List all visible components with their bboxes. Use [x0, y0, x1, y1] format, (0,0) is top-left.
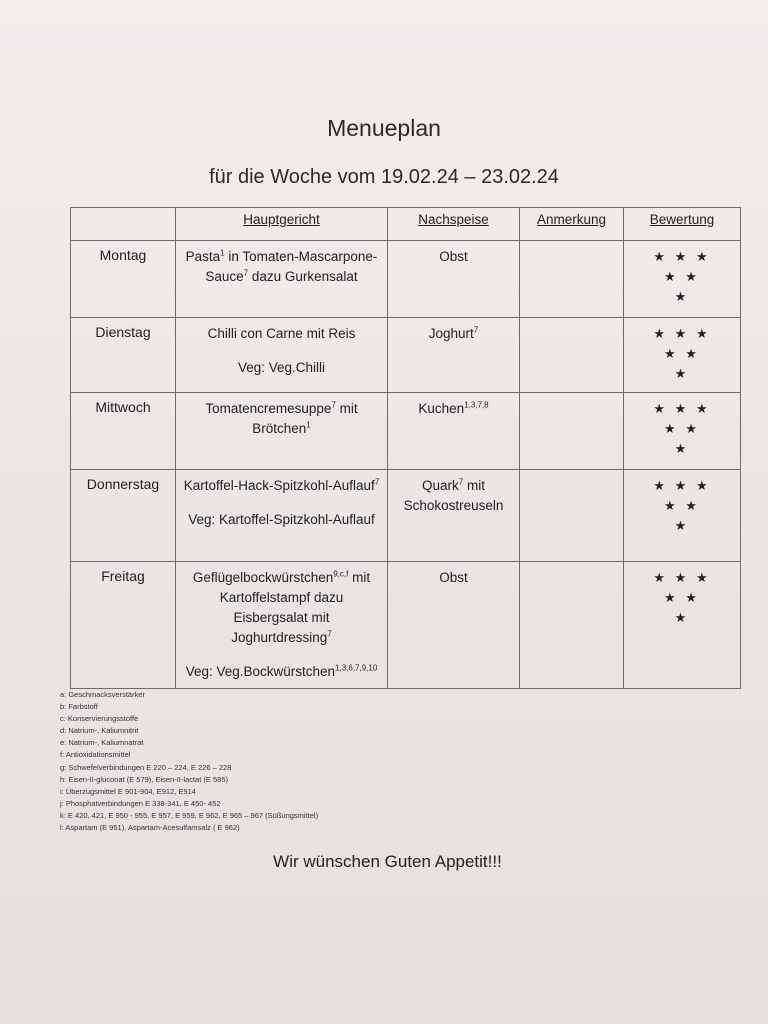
- note-cell: [520, 241, 624, 318]
- text-fragment: Tomatencremesuppe: [205, 401, 332, 416]
- main-dish-text: [182, 399, 381, 439]
- additives-legend: [60, 689, 318, 834]
- header-main-dish: Hauptgericht: [176, 208, 388, 241]
- main-dish-cell: [176, 562, 388, 689]
- dessert-cell: [388, 470, 520, 562]
- day-cell: Dienstag: [71, 318, 176, 393]
- footnote-ref: 7: [243, 268, 249, 278]
- day-cell: Donnerstag: [71, 470, 176, 562]
- day-cell: Freitag: [71, 562, 176, 689]
- menu-row: [71, 470, 741, 562]
- header-row: [71, 208, 741, 241]
- legend-item: d: Natrium-, Kaliumnitrit: [60, 726, 139, 736]
- rating-stars-icon[interactable]: ★ ★ ★: [653, 401, 711, 416]
- footnote-ref: 9,c,f: [333, 569, 349, 579]
- text-fragment: Pasta: [185, 249, 221, 264]
- main-dish-text: [182, 247, 381, 287]
- legend-item: g: Schwefelverbindungen E 220 – 224, E 226 – 228: [60, 762, 232, 772]
- main-dish-text: [182, 324, 381, 344]
- text-fragment: Kartoffel-Hack-Spitzkohl-Auflauf: [183, 478, 375, 493]
- legend-item: f: Antioxidationsmittel: [60, 750, 131, 760]
- text-fragment: mit Kartoffelstampf dazu Eisbergsalat mit Joghurtdressing: [219, 570, 371, 645]
- footnote-ref: 1: [306, 420, 311, 430]
- footnote-ref: 7: [458, 477, 464, 487]
- rating-stars-icon[interactable]: ★ ★ ★: [653, 249, 711, 264]
- main-dish-cell: [176, 241, 388, 318]
- text-fragment: Chilli con Carne mit Reis: [207, 326, 356, 341]
- day-cell: Mittwoch: [71, 393, 176, 470]
- menu-row: [71, 241, 741, 318]
- note-cell: [520, 562, 624, 689]
- main-dish-cell: [176, 318, 388, 393]
- note-cell: [520, 393, 624, 470]
- legend-item: c: Konservierungsstoffe: [60, 714, 139, 724]
- main-dish-cell: [176, 470, 388, 562]
- rating-stars-icon[interactable]: ★: [674, 610, 690, 625]
- rating-stars-icon[interactable]: ★ ★ ★: [653, 326, 711, 341]
- rating-stars-icon[interactable]: ★ ★: [664, 498, 700, 513]
- text-fragment: Veg: Veg.Chilli: [237, 360, 326, 375]
- header-rating: Bewertung: [624, 208, 741, 241]
- main-dish-text: [182, 568, 381, 648]
- day-cell: Montag: [71, 241, 176, 318]
- rating-stars-icon[interactable]: ★: [674, 518, 690, 533]
- text-fragment: Geflügelbockwürstchen: [192, 570, 334, 585]
- dessert-cell: [388, 393, 520, 470]
- legend-item: i: Überzugsmittel E 901-904, E912, E914: [60, 786, 196, 796]
- legend-item: k: E 420, 421, E 950 - 955, E 957, E 959, E 962, E 965 – 967 (Süßungsmittel): [60, 810, 319, 820]
- dessert-cell: [388, 318, 520, 393]
- footnote-ref: 1,3,6,7,9,10: [335, 663, 378, 673]
- vegetarian-option: [182, 358, 381, 378]
- header-day: [71, 208, 176, 241]
- legend-item: a: Geschmacksverstärker: [60, 690, 146, 699]
- footnote-ref: 7: [374, 477, 380, 487]
- vegetarian-option: [182, 510, 381, 530]
- main-dish-cell: [176, 393, 388, 470]
- menu-row: [71, 562, 741, 689]
- legend-item: b: Farbstoff: [60, 702, 98, 712]
- rating-stars-icon[interactable]: ★: [674, 289, 690, 304]
- menu-row: [71, 393, 741, 470]
- note-cell: [520, 470, 624, 562]
- text-fragment: mit Brötchen: [252, 401, 358, 436]
- rating-cell: [624, 393, 741, 470]
- vegetarian-option: [182, 662, 381, 682]
- footnote-ref: 1: [220, 248, 225, 258]
- rating-stars-icon[interactable]: ★ ★: [664, 269, 700, 284]
- legend-item: h: Eisen-II-gluconat (E 579), Eisen-II-lactat (E 585): [60, 774, 228, 784]
- legend-item: e: Natrium-, Kaliumnatrat: [60, 738, 144, 748]
- text-fragment: mit Schokostreuseln: [403, 478, 504, 513]
- rating-stars-icon[interactable]: ★ ★: [664, 421, 700, 436]
- menu-table: [70, 207, 741, 689]
- text-fragment: Obst: [439, 249, 468, 264]
- rating-cell: [624, 241, 741, 318]
- text-fragment: Quark: [422, 478, 459, 493]
- rating-cell: [624, 562, 741, 689]
- footnote-ref: 7: [327, 629, 332, 639]
- week-subtitle: für die Woche vom 19.02.24 – 23.02.24: [209, 166, 559, 188]
- footnote-ref: 7: [331, 400, 336, 410]
- rating-cell: [624, 318, 741, 393]
- text-fragment: Kuchen: [418, 401, 465, 416]
- rating-stars-icon[interactable]: ★ ★ ★: [653, 570, 711, 585]
- rating-stars-icon[interactable]: ★ ★: [664, 590, 700, 605]
- page-title: Menueplan: [327, 115, 441, 141]
- dessert-cell: [388, 562, 520, 689]
- legend-item: l: Aspartam (E 951), Aspartam-Acesulfamsalz ( E 962): [60, 823, 240, 833]
- text-fragment: Veg: Kartoffel-Spitzkohl-Auflauf: [188, 512, 375, 527]
- rating-stars-icon[interactable]: ★ ★: [664, 346, 700, 361]
- closing-message: Wir wünschen Guten Appetit!!!: [273, 852, 502, 871]
- text-fragment: in Tomaten-Mascarpone-Sauce: [205, 249, 378, 284]
- menu-row: [71, 318, 741, 393]
- legend-item: j: Phosphatverbindungen E 338-341, E 450- 452: [60, 798, 221, 808]
- dessert-cell: [388, 241, 520, 318]
- footnote-ref: 7: [473, 325, 479, 335]
- text-fragment: Obst: [439, 570, 468, 585]
- text-fragment: dazu Gurkensalat: [248, 269, 358, 284]
- main-dish-text: [182, 476, 381, 496]
- rating-stars-icon[interactable]: ★ ★ ★: [653, 478, 711, 493]
- rating-cell: [624, 470, 741, 562]
- header-note: Anmerkung: [520, 208, 624, 241]
- text-fragment: Veg: Veg.Bockwürstchen: [185, 664, 336, 679]
- header-dessert: Nachspeise: [388, 208, 520, 241]
- rating-stars-icon[interactable]: ★: [674, 366, 690, 381]
- note-cell: [520, 318, 624, 393]
- footnote-ref: 1,3,7,8: [464, 400, 489, 410]
- rating-stars-icon[interactable]: ★: [674, 441, 690, 456]
- text-fragment: Joghurt: [428, 326, 474, 341]
